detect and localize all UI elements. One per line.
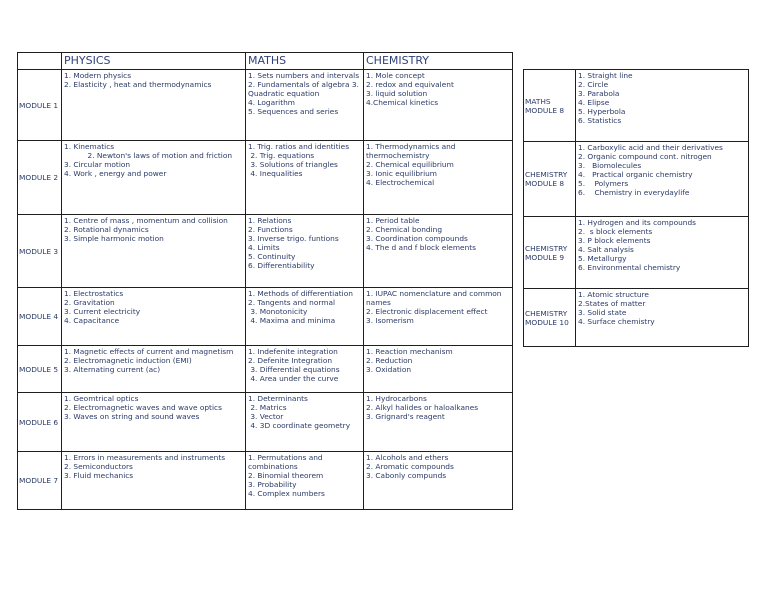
topic-item: 1. Mole concept [366, 71, 425, 80]
topic-item: 1. Sets numbers and intervals [248, 71, 360, 80]
maths-topics [246, 288, 364, 346]
topic-item: 5. Hyperbola [578, 107, 626, 116]
topic-item: 4. Area under the curve [248, 374, 339, 383]
module-label: MODULE 2 [18, 141, 62, 215]
topic-item: 4. Electrochemical [366, 178, 435, 187]
physics-topics [62, 215, 246, 288]
module-row [18, 70, 513, 141]
topic-item: 4. Complex numbers [248, 489, 325, 498]
topic-item: 2. Trig. equations [248, 151, 315, 160]
topic-item: 6. Differentiability [248, 261, 315, 270]
extra-module-label [524, 289, 576, 347]
physics-topics [62, 346, 246, 393]
topic-item: 2. Gravitation [64, 298, 115, 307]
module-row [18, 141, 513, 215]
topic-item: 2. Newton's laws of motion and friction [64, 151, 233, 160]
topic-item: 1. Electrostatics [64, 289, 124, 298]
topic-item: 2. Electromagnetic induction (EMI) [64, 356, 192, 365]
extra-module-label [524, 217, 576, 289]
topic-item: 3. Waves on string and sound waves [64, 412, 200, 421]
topic-item: 3. Ionic equilibrium [366, 169, 438, 178]
topic-item: 1. Reaction mechanism [366, 347, 453, 356]
module-label: MODULE 7 [18, 452, 62, 510]
topic-item: Quadratic equation [248, 89, 320, 98]
topic-item: 1. Trig. ratios and identities [248, 142, 350, 151]
topic-item: 5. Polymers [578, 179, 629, 188]
extra-module-topics [576, 142, 749, 217]
topic-item: 3. Simple harmonic motion [64, 234, 164, 243]
extra-module-topics [576, 217, 749, 289]
extra-module-row [524, 289, 749, 347]
topic-item: 3. Biomolecules [578, 161, 642, 170]
header-maths: MATHS [246, 53, 364, 70]
topic-item: 2. Defenite Integration [248, 356, 333, 365]
topic-item: 6. Statistics [578, 116, 622, 125]
module-label: MODULE 1 [18, 70, 62, 141]
topic-item: MATHS [525, 96, 551, 106]
header-chemistry: CHEMISTRY [364, 53, 513, 70]
chemistry-topics [364, 393, 513, 452]
chemistry-topics [364, 215, 513, 288]
topic-item: 3. Parabola [578, 89, 620, 98]
extra-module-topics [576, 70, 749, 142]
topic-item: 3. Current electricity [64, 307, 141, 316]
topic-item: 2. Rotational dynamics [64, 225, 149, 234]
topic-item: 3. Isomerism [366, 316, 414, 325]
topic-item: 4. Maxima and minima [248, 316, 336, 325]
topic-item: 1. Hydrogen and its compounds [578, 218, 697, 227]
extra-module-row [524, 142, 749, 217]
module-row [18, 215, 513, 288]
topic-item: 2. Fundamentals of algebra 3. [248, 80, 359, 89]
topic-item: 1. Indefenite integration [248, 347, 338, 356]
module-label: MODULE 6 [18, 393, 62, 452]
topic-item: 3. Solutions of triangles [248, 160, 338, 169]
topic-item: 1. Magnetic effects of current and magnetism [64, 347, 234, 356]
topic-item: 4.Chemical kinetics [366, 98, 439, 107]
module-label: MODULE 3 [18, 215, 62, 288]
extra-module-topics [576, 289, 749, 347]
module-row [18, 346, 513, 393]
module-label: MODULE 4 [18, 288, 62, 346]
topic-item: 4. Surface chemistry [578, 317, 655, 326]
topic-item: 2. Electromagnetic waves and wave optics [64, 403, 222, 412]
topic-item: names [366, 298, 391, 307]
chemistry-topics [364, 70, 513, 141]
topic-item: 1. Geomtrical optics [64, 394, 139, 403]
topic-item: 2. Alkyl halides or haloalkanes [366, 403, 479, 412]
topic-item: 4. Salt analysis [578, 245, 634, 254]
topic-item: 5. Sequences and series [248, 107, 339, 116]
maths-topics [246, 215, 364, 288]
topic-item: 1. Modern physics [64, 71, 132, 80]
topic-item: 4. The d and f block elements [366, 243, 477, 252]
topic-item: 3. Oxidation [366, 365, 412, 374]
topic-item: 2. Elasticity , heat and thermodynamics [64, 80, 212, 89]
topic-item: 2. Chemical equilibrium [366, 160, 454, 169]
topic-item: 1. Period table [366, 216, 420, 225]
maths-topics [246, 346, 364, 393]
syllabus-table [17, 52, 513, 510]
topic-item: MODULE 8 [525, 105, 565, 115]
topic-item: 2. Aromatic compounds [366, 462, 454, 471]
topic-item: thermochemistry [366, 151, 430, 160]
topic-item: 4. Limits [248, 243, 280, 252]
chemistry-topics [364, 346, 513, 393]
chemistry-topics [364, 288, 513, 346]
topic-item: 1. IUPAC nomenclature and common [366, 289, 502, 298]
physics-topics [62, 70, 246, 141]
topic-item: 3. liquid solution [366, 89, 428, 98]
topic-item: 1. Alcohols and ethers [366, 453, 449, 462]
topic-item: 2. s block elements [578, 227, 653, 236]
topic-item: CHEMISTRY [525, 170, 568, 179]
extra-module-label [524, 70, 576, 142]
topic-item: 4. Practical organic chemistry [578, 170, 693, 179]
topic-item: 3. Monotonicity [248, 307, 308, 316]
physics-topics [62, 141, 246, 215]
physics-topics [62, 452, 246, 510]
topic-item: 3. Alternating current (ac) [64, 365, 161, 374]
topic-item: 1. Permutations and [248, 453, 323, 462]
extra-module-row [524, 70, 749, 142]
topic-item: 2. Circle [578, 80, 609, 89]
topic-item: 3. Vector [248, 412, 284, 421]
topic-item: 2. Semiconductors [64, 462, 133, 471]
extra-module-row [524, 217, 749, 289]
topic-item: 1. Errors in measurements and instruments [64, 453, 226, 462]
topic-item: 4. Inequalities [248, 169, 303, 178]
topic-item: 1. Atomic structure [578, 290, 649, 299]
topic-item: 3. Coordination compounds [366, 234, 468, 243]
topic-item: 2. Functions [248, 225, 293, 234]
topic-item: 2. Matrics [248, 403, 287, 412]
topic-item: 1. Kinematics [64, 142, 115, 151]
topic-item: 3. P block elements [578, 236, 651, 245]
maths-topics [246, 393, 364, 452]
topic-item: 3. Cabonly compunds [366, 471, 447, 480]
topic-item: MODULE 10 [525, 317, 569, 327]
topic-item: 2. Binomial theorem [248, 471, 324, 480]
topic-item: 1. Hydrocarbons [366, 394, 427, 403]
maths-topics [246, 70, 364, 141]
topic-item: 3. Fluid mechanics [64, 471, 134, 480]
maths-topics [246, 141, 364, 215]
maths-topics [246, 452, 364, 510]
topic-item: 1. Thermodynamics and [366, 142, 456, 151]
topic-item: 3. Solid state [578, 308, 627, 317]
topic-item: 2. Reduction [366, 356, 413, 365]
topic-item: 1. Straight line [578, 71, 633, 80]
module-row [18, 452, 513, 510]
topic-item: 3. Differential equations [248, 365, 340, 374]
topic-item: MODULE 9 [525, 252, 565, 262]
topic-item: 4. Elipse [578, 98, 610, 107]
topic-item: 3. Inverse trigo. funtions [248, 234, 339, 243]
module-row [18, 288, 513, 346]
topic-item: 2. Chemical bonding [366, 225, 443, 234]
topic-item: 1. Centre of mass , momentum and collision [64, 216, 228, 225]
topic-item: 1. Relations [248, 216, 292, 225]
topic-item: combinations [248, 462, 298, 471]
topic-item: 1. Determinants [248, 394, 308, 403]
topic-item: 4. 3D coordinate geometry [248, 421, 351, 430]
topic-item: 1. Carboxylic acid and their derivatives [578, 143, 723, 152]
topic-item: 4. Logarithm [248, 98, 296, 107]
header-corner [18, 53, 62, 70]
topic-item: 2. Organic compound cont. nitrogen [578, 152, 712, 161]
topic-item: 5. Metallurgy [578, 254, 627, 263]
chemistry-topics [364, 452, 513, 510]
topic-item: 4. Capacitance [64, 316, 120, 325]
topic-item: 4. Work , energy and power [64, 169, 167, 178]
header-row [18, 53, 513, 70]
module-label: MODULE 5 [18, 346, 62, 393]
topic-item: 3. Probability [248, 480, 297, 489]
topic-item: 2. redox and equivalent [366, 80, 454, 89]
module-row [18, 393, 513, 452]
physics-topics [62, 288, 246, 346]
topic-item: 2. Tangents and normal [248, 298, 336, 307]
topic-item: CHEMISTRY [525, 308, 568, 318]
topic-item: 1. Methods of differentiation [248, 289, 353, 298]
topic-item: MODULE 8 [525, 179, 565, 188]
topic-item: 2.States of matter [578, 299, 646, 308]
topic-item: 5. Continuity [248, 252, 296, 261]
chemistry-topics [364, 141, 513, 215]
topic-item: CHEMISTRY [525, 243, 568, 253]
extra-modules-table [523, 69, 749, 347]
physics-topics [62, 393, 246, 452]
topic-item: 3. Grignard's reagent [366, 412, 445, 421]
topic-item: 6. Chemistry in everydaylife [578, 188, 690, 197]
header-physics: PHYSICS [62, 53, 246, 70]
topic-item: 6. Environmental chemistry [578, 263, 681, 272]
topic-item: 2. Electronic displacement effect [366, 307, 488, 316]
extra-module-label [524, 142, 576, 217]
topic-item: 3. Circular motion [64, 160, 131, 169]
